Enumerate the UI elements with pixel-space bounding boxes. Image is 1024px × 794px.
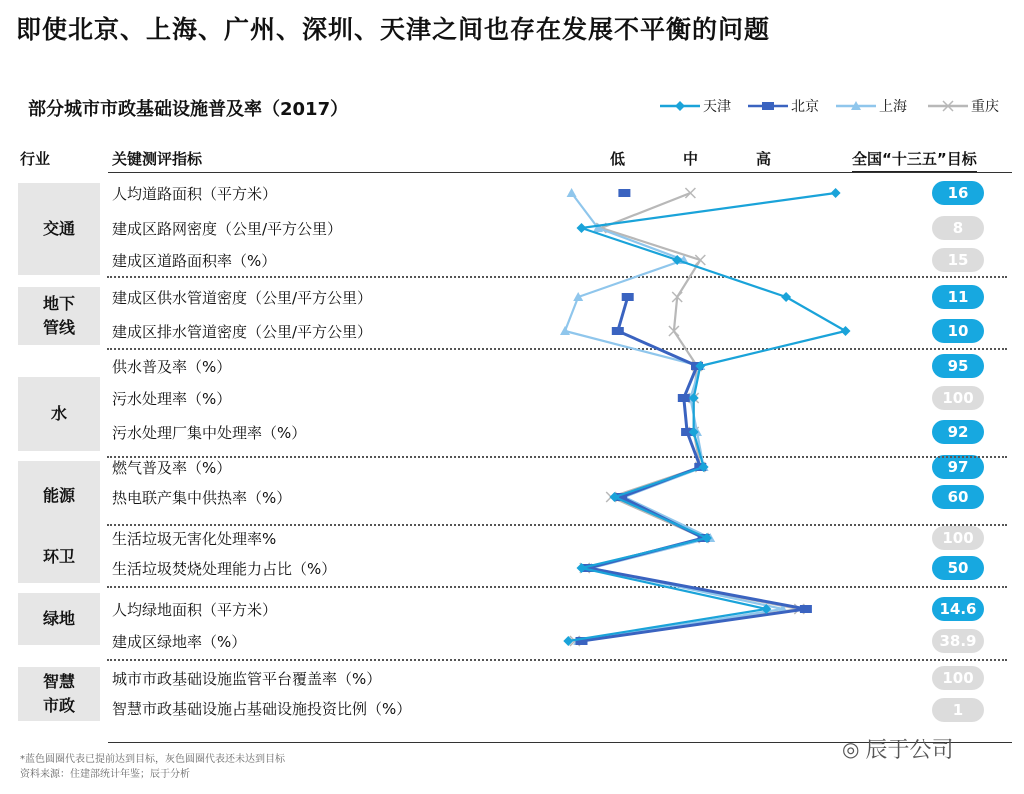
watermark-text: 辰于公司 [865,738,954,763]
metric-label: 智慧市政基础设施占基础设施投资比例（%） [112,700,412,718]
data-point [618,189,630,197]
category-box: 能源 [18,461,100,531]
category-box: 地下 管线 [18,287,100,345]
data-point [841,326,851,336]
chart-subtitle: 部分城市市政基础设施普及率（2017） [28,99,349,120]
target-badge-pending: 1 [932,698,984,722]
data-point [800,605,812,613]
target-badge-pending: 100 [932,526,984,550]
target-badge-pending: 38.9 [932,629,984,653]
metric-label: 生活垃圾无害化处理率% [112,530,277,548]
target-badge-achieved: 50 [932,556,984,580]
legend-label: 上海 [879,99,907,115]
category-box: 智慧 市政 [18,667,100,721]
target-badge-pending: 8 [932,216,984,240]
metric-label: 人均道路面积（平方米） [112,185,278,203]
data-point [685,188,695,198]
footnote-line: *蓝色圆圈代表已提前达到目标，灰色圆圈代表还未达到目标 [20,754,285,765]
legend-label: 北京 [791,99,819,115]
target-badge-achieved: 60 [932,485,984,509]
data-point [560,326,570,335]
series-上海 [560,188,788,645]
metric-label: 供水普及率（%） [112,358,232,376]
legend-label: 天津 [703,99,731,115]
target-badge-achieved: 92 [932,420,984,444]
header-metric: 关键测评指标 [112,150,203,168]
category-box: 交通 [18,183,100,275]
header-target: 全国“十三五”目标 [852,148,977,172]
data-point [831,188,841,198]
metric-label: 热电联产集中供热率（%） [112,489,292,507]
data-point [577,223,587,233]
metric-label: 燃气普及率（%） [112,459,232,477]
series-天津 [563,188,850,646]
page-title: 即使北京、上海、广州、深圳、天津之间也存在发展不平衡的问题 [16,15,771,44]
metric-label: 建成区道路面积率（%） [112,252,277,270]
series-line [568,193,845,641]
metric-label: 污水处理率（%） [112,390,232,408]
metric-label: 人均绿地面积（平方米） [112,601,278,619]
metric-label: 建成区供水管道密度（公里/平方公里） [112,289,373,307]
metric-label: 建成区路网密度（公里/平方公里） [112,220,343,238]
wechat-icon: ◎ [842,736,860,761]
target-badge-achieved: 97 [932,455,984,479]
data-point [678,394,690,402]
data-point [567,188,577,197]
source-line: 资料来源：住建部统计年鉴；辰于分析 [20,769,190,780]
data-point [612,327,624,335]
category-box: 环卫 [18,531,100,583]
metric-label: 生活垃圾焚烧处理能力占比（%） [112,560,337,578]
header-industry: 行业 [20,150,51,168]
header-low: 低 [610,150,626,168]
metric-label: 污水处理厂集中处理率（%） [112,424,307,442]
category-box: 水 [18,377,100,451]
footnote [20,752,285,782]
target-badge-pending: 100 [932,666,984,690]
target-badge-pending: 100 [932,386,984,410]
target-badge-achieved: 16 [932,181,984,205]
metric-label: 城市市政基础设施监管平台覆盖率（%） [112,670,382,688]
data-point [622,293,634,301]
header-mid: 中 [683,150,699,168]
target-badge-achieved: 11 [932,285,984,309]
category-box: 绿地 [18,593,100,645]
header-high: 高 [756,150,772,168]
target-badge-achieved: 10 [932,319,984,343]
target-badge-pending: 15 [932,248,984,272]
metric-label: 建成区绿地率（%） [112,633,247,651]
legend-label: 重庆 [971,99,999,115]
data-point [781,292,791,302]
target-badge-achieved: 95 [932,354,984,378]
watermark [842,733,953,764]
metric-label: 建成区排水管道密度（公里/平方公里） [112,323,373,341]
target-badge-achieved: 14.6 [932,597,984,621]
